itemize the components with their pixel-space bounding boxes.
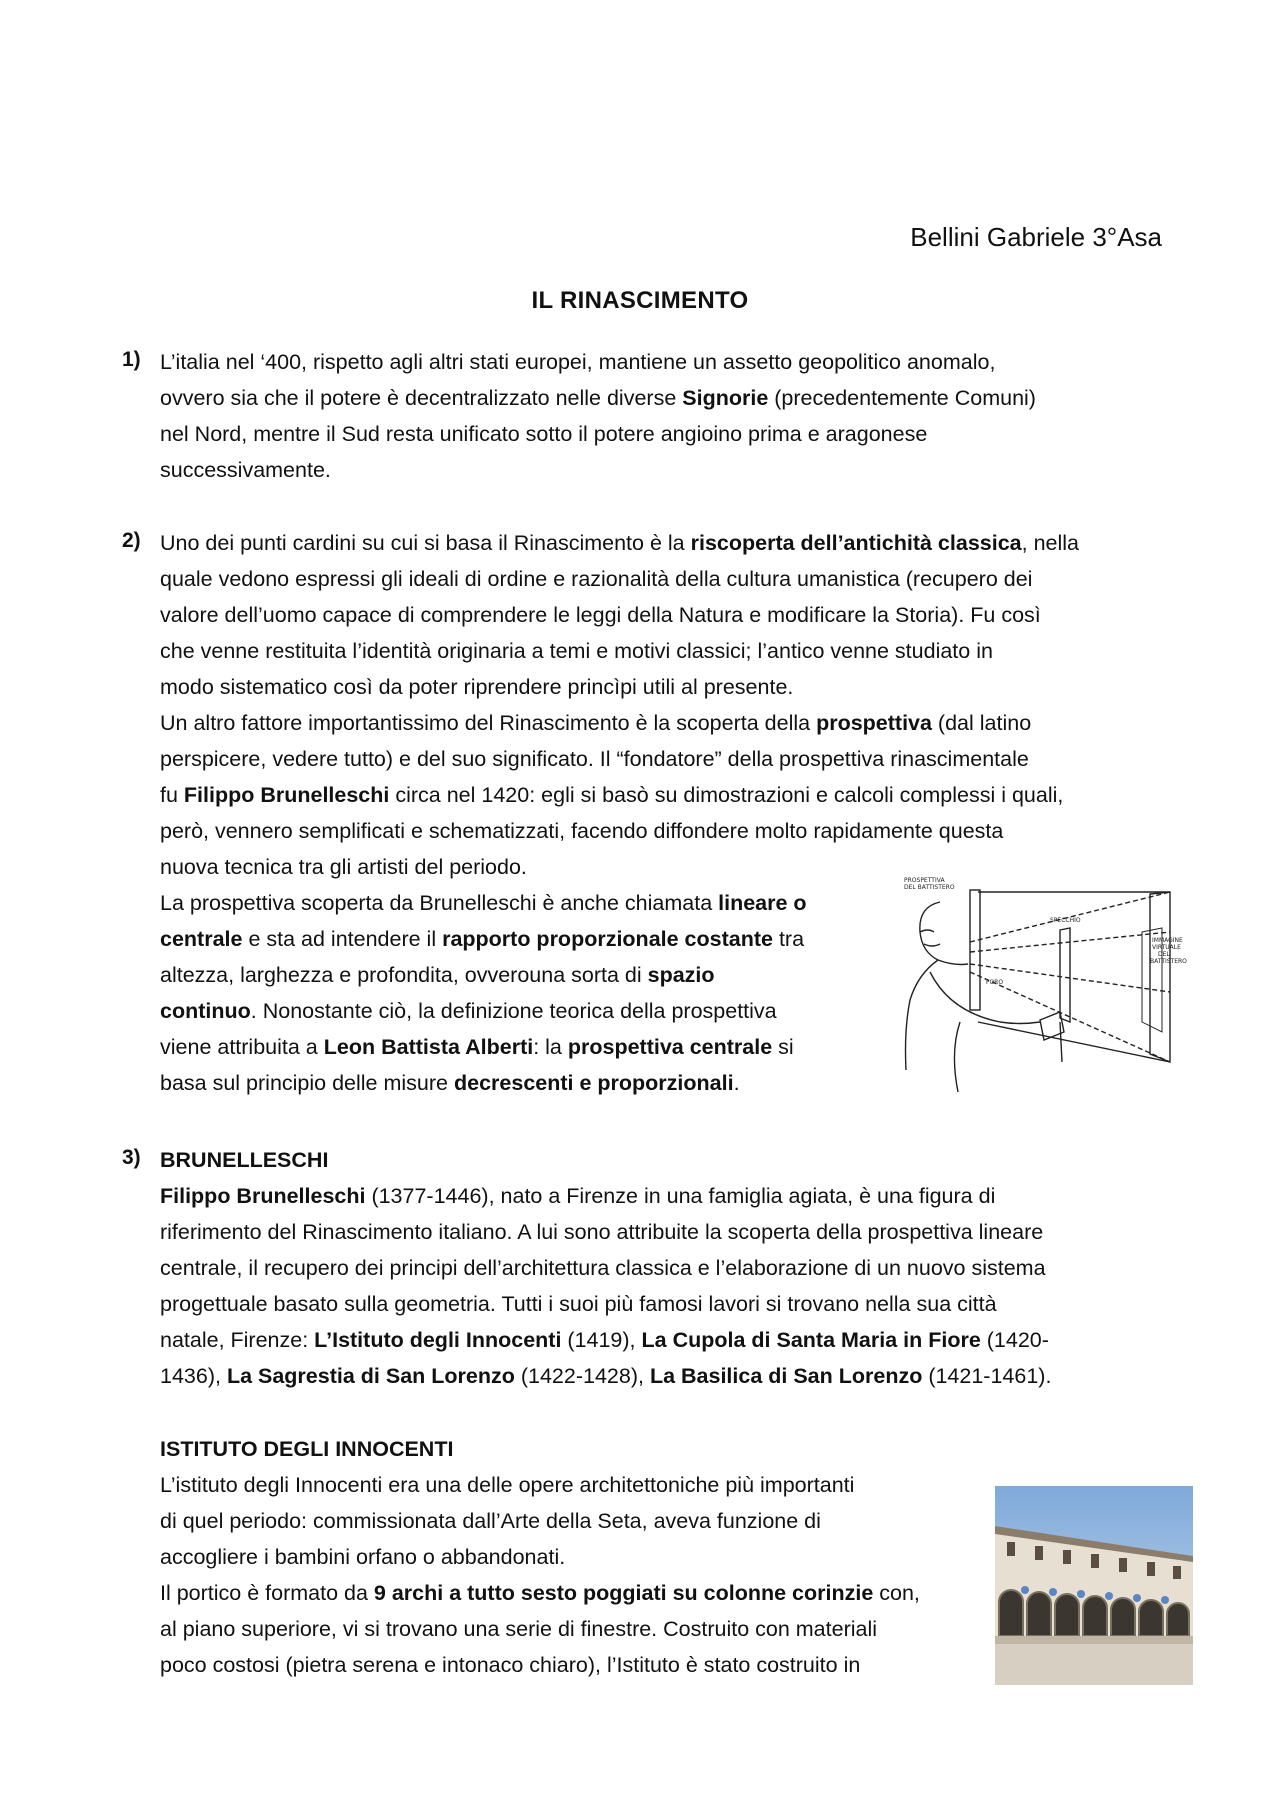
s2-line-16: basa sul principio delle misure decrescenti e proporzionali. xyxy=(160,1071,740,1095)
s4-line-2: di quel periodo: commissionata dall’Arte della Seta, aveva funzione di xyxy=(160,1509,821,1533)
section-2-number: 2) xyxy=(122,529,141,552)
s2-line-7: perspicere, vedere tutto) e del suo significato. Il “fondatore” della prospettiva rinascimentale xyxy=(160,747,1029,771)
label-immagine: IMMAGINE xyxy=(1152,937,1183,944)
author-line: Bellini Gabriele 3°Asa xyxy=(910,222,1162,252)
s2-line-3: valore dell’uomo capace di comprendere le leggi della Natura e modificare la Storia). Fu così xyxy=(160,603,1041,627)
s2-line-2: quale vedono espressi gli ideali di ordine e razionalità della cultura umanistica (recupero dei xyxy=(160,567,1033,591)
s2-line-12: centrale e sta ad intendere il rapporto proporzionale costante tra xyxy=(160,927,805,951)
s2-line-14: continuo. Nonostante ciò, la definizione teorica della prospettiva xyxy=(160,999,777,1023)
section-1-number: 1) xyxy=(122,348,141,371)
s2-line-5: modo sistematico così da poter riprendere princìpi utili al presente. xyxy=(160,675,794,699)
s2-line-8: fu Filippo Brunelleschi circa nel 1420: egli si basò su dimostrazioni e calcoli complessi i quali, xyxy=(160,783,1064,807)
s4-heading: ISTITUTO DEGLI INNOCENTI xyxy=(160,1437,454,1461)
s1-line-3: nel Nord, mentre il Sud resta unificato sotto il potere angioino prima e aragonese xyxy=(160,422,928,446)
s3-line-2: riferimento del Rinascimento italiano. A lui sono attribuite la scoperta della prospettiva lineare xyxy=(160,1220,1044,1244)
s2-line-4: che venne restituita l’identità originaria a temi e motivi classici; l’antico venne studiato in xyxy=(160,639,993,663)
s3-heading: BRUNELLESCHI xyxy=(160,1148,329,1172)
istituto-innocenti-photo xyxy=(995,1486,1193,1685)
label-del: DEL xyxy=(1158,951,1170,958)
label-battistero: DEL BATTISTERO xyxy=(904,884,955,891)
s2-line-13: altezza, larghezza e profondita, ovverouna sorta di spazio xyxy=(160,963,715,987)
s3-line-6: 1436), La Sagrestia di San Lorenzo (1422-1428), La Basilica di San Lorenzo (1421-1461). xyxy=(160,1364,1052,1388)
s2-line-1: Uno dei punti cardini su cui si basa il Rinascimento è la riscoperta dell’antichità classica, nella xyxy=(160,531,1079,555)
s1-line-2: ovvero sia che il potere è decentralizzato nelle diverse Signorie (precedentemente Comuni) xyxy=(160,386,1036,410)
section-3-number: 3) xyxy=(122,1146,141,1169)
s3-line-1: Filippo Brunelleschi (1377-1446), nato a Firenze in una famiglia agiata, è una figura di xyxy=(160,1184,996,1208)
s3-line-4: progettuale basato sulla geometria. Tutti i suoi più famosi lavori si trovano nella sua città xyxy=(160,1292,997,1316)
s3-line-3: centrale, il recupero dei principi dell’architettura classica e l’elaborazione di un nuovo sistema xyxy=(160,1256,1046,1280)
s4-line-5: al piano superiore, vi si trovano una serie di finestre. Costruito con materiali xyxy=(160,1617,878,1641)
section-3-paragraph xyxy=(160,1142,1051,1394)
istituto-innocenti-paragraph xyxy=(160,1431,920,1683)
s1-line-4: successivamente. xyxy=(160,458,331,482)
label-battistero-2: BATTISTERO xyxy=(1150,958,1187,965)
s3-line-5: natale, Firenze: L’Istituto degli Innocenti (1419), La Cupola di Santa Maria in Fiore (1420- xyxy=(160,1328,1049,1352)
label-foro: FORO xyxy=(986,979,1004,986)
s4-line-4: Il portico è formato da 9 archi a tutto sesto poggiati su colonne corinzie con, xyxy=(160,1581,920,1605)
s2-line-10: nuova tecnica tra gli artisti del periodo. xyxy=(160,855,527,879)
s2-line-9: però, vennero semplificati e schematizzati, facendo diffondere molto rapidamente questa xyxy=(160,819,1004,843)
s1-line-1: L’italia nel ‘400, rispetto agli altri stati europei, mantiene un assetto geopolitico anomalo, xyxy=(160,350,996,374)
brunelleschi-perspective-illustration xyxy=(900,872,1190,1102)
section-1-paragraph xyxy=(160,344,1036,488)
s2-line-11: La prospettiva scoperta da Brunelleschi è anche chiamata lineare o xyxy=(160,891,807,915)
s2-line-6: Un altro fattore importantissimo del Rinascimento è la scoperta della prospettiva (dal latino xyxy=(160,711,1032,735)
label-specchio: SPECCHIO xyxy=(1050,917,1081,924)
label-prospettiva: PROSPETTIVA xyxy=(904,877,945,884)
s4-line-1: L’istituto degli Innocenti era una delle opere architettoniche più importanti xyxy=(160,1473,855,1497)
label-virtuale: VIRTUALE xyxy=(1152,944,1181,951)
s2-line-15: viene attribuita a Leon Battista Alberti: la prospettiva centrale si xyxy=(160,1035,794,1059)
s4-line-3: accogliere i bambini orfano o abbandonati. xyxy=(160,1545,566,1569)
s4-line-6: poco costosi (pietra serena e intonaco chiaro), l’Istituto è stato costruito in xyxy=(160,1653,861,1677)
document-title: IL RINASCIMENTO xyxy=(531,287,749,314)
